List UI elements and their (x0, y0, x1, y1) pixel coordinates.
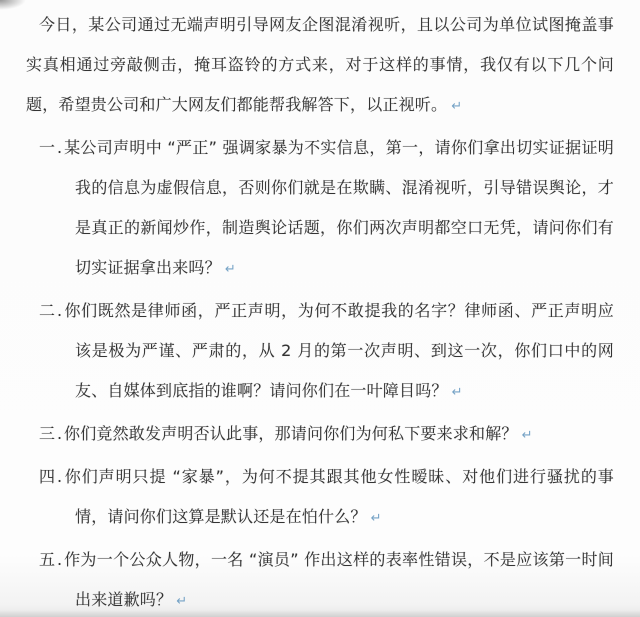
intro-paragraph (26, 5, 614, 127)
item-number: 一. (39, 138, 65, 157)
list-item (39, 457, 614, 539)
paragraph-mark-icon: ↵ (176, 594, 188, 609)
list-item (39, 128, 614, 290)
item-number: 四. (39, 467, 65, 486)
item-number: 二. (39, 301, 65, 320)
paragraph-mark-icon: ↵ (370, 511, 382, 526)
list-item (39, 540, 614, 617)
intro-text: 今日，某公司通过无端声明引导网友企图混淆视听，且以公司为单位试图掩盖事实真相通过旁敲侧击，掩耳盗铃的方式来，对于这样的事情，我仅有以下几个问题，希望贵公司和广大网友们都能帮我解答下，以正视听。 (26, 15, 614, 114)
paragraph-mark-icon: ↵ (451, 385, 463, 400)
list-item (39, 291, 614, 413)
item-text: 某公司声明中 “严正” 强调家暴为不实信息，第一，请你们拿出切实证据证明我的信息为虚假信息，否则你们就是在欺瞒、混淆视听，引导错误舆论，才是真正的新闻炒作，制造舆论话题，你们两次声明都空口无凭，请问你们有切实证据拿出来吗？ (64, 138, 614, 277)
paragraph-mark-icon: ↵ (521, 428, 533, 443)
item-number: 五. (39, 550, 65, 569)
item-text: 你们声明只提 “家暴”，为何不提其跟其他女性暧昧、对他们进行骚扰的事情，请问你们这算是默认还是在怕什么？ (64, 467, 614, 526)
paragraph-mark-icon: ↵ (451, 99, 463, 114)
list-item (39, 414, 614, 456)
paragraph-mark-icon: ↵ (224, 262, 236, 277)
item-text: 作为一个公众人物，一名 “演员” 作出这样的表率性错误，不是应该第一时间出来道歉吗？ (64, 550, 614, 609)
item-number: 三. (39, 424, 65, 443)
item-text: 你们既然是律师函，严正声明，为何不敢提我的名字？律师函、严正声明应该是极为严谨、严肃的，从 2 月的第一次声明、到这一次，你们口中的网友、自媒体到底指的谁啊？请问你们在一叶障目吗？ (64, 301, 614, 400)
item-text: 你们竟然敢发声明否认此事，那请问你们为何私下要来求和解？ (64, 424, 518, 443)
